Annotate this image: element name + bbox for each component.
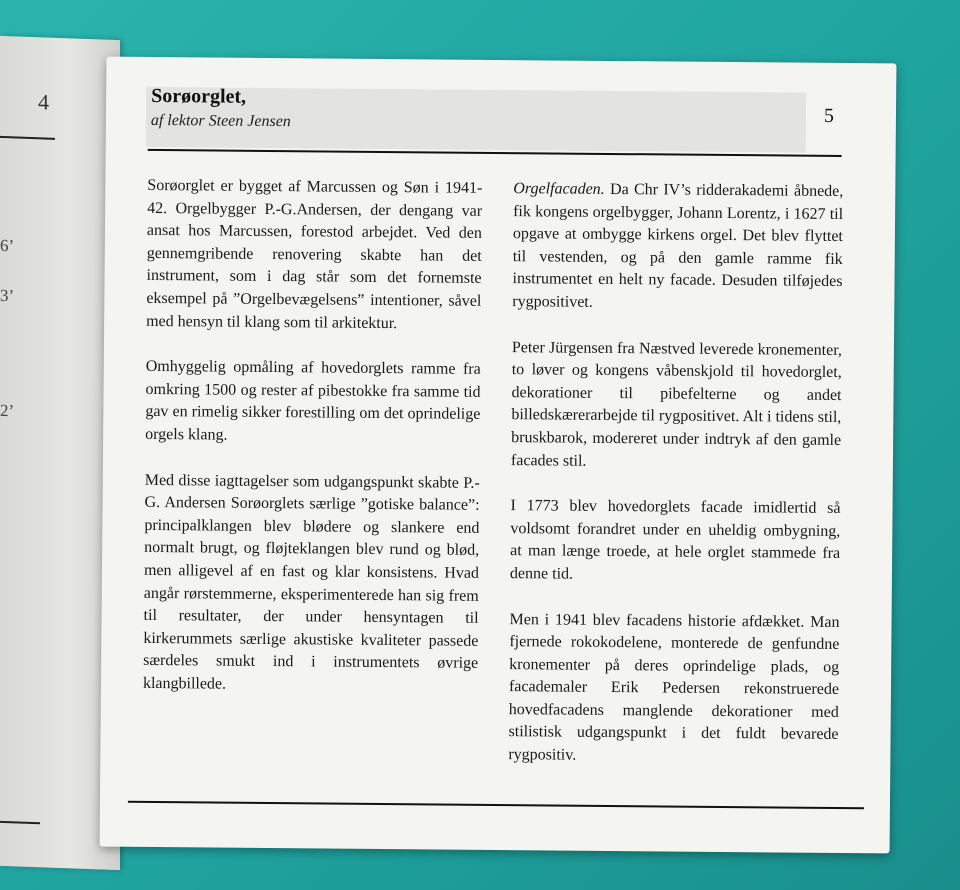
paragraph — [512, 178, 843, 316]
paragraph: Med disse iagttagelser som udgangspunkt skabte P.-G. Andersen Sorøorglets særlige ”gotiske balance”: principalklangen blev blødere og slankere end normalt brugt, og fløjteklangen blev rund og blød, men alligevel af en fast og klar konsistens. Hvad angår rørstemmerne, eksperimenterede han sig frem til resultater, der under hensyntagen til kirkerummets særlige akustiske kvaliteter passede særdeles smukt ind i instrumentets øvrige klangbillede. — [142, 471, 480, 693]
paragraph: I 1773 blev hovedorglets facade imidlertid så voldsomt forandret under en uheldig ombygning, at man længe troede, at hele orglet stammede fra denne tid. — [509, 497, 841, 583]
left-page-number: 4 — [38, 89, 49, 115]
left-column — [143, 175, 483, 721]
paragraph: Omhyggelig opmåling af hovedorglets ramme fra omkring 1500 og rester af pibestokke fra samme tid gav en rimelig sikker forestilling om det oprindelige orgels klang. — [145, 358, 481, 444]
footer-rule — [128, 801, 864, 809]
paragraph: Peter Jürgensen fra Næstved leverede kronementer, to løver og kongens våbenskjold til hovedorglet, dekorationer til pibefelterne og andet billedskærerarbejde til rygpositivet. Alt i tidens stil, bruskbarok, modereret under indtryk af den gamle facades stil. — [510, 338, 843, 470]
paragraph: Men i 1941 blev facadens historie afdækket. Man fjernede rokokodelene, monterede de genfundne kronementer på deres oprindelige plads, og facademaler Erik Pedersen rekonstruerede hovedfacadens manglende dekorationer med stilistisk udgangspunkt i det fuldt bevarede rygpositiv. — [508, 610, 840, 764]
paragraph: Sorøorglet er bygget af Marcussen og Søn i 1941-42. Orgelbygger P.-G.Andersen, der dengang var ansat hos Marcussen, forestod arbejdet. Ved den gennemgribende renovering skabte han det instrument, som i dag står som det fornemste eksempel på ”Orgelbevægelsens” intentioner, såvel med hensyn til klang som til arkitektur. — [146, 176, 483, 332]
booklet-page — [100, 57, 897, 854]
left-page-bottom-rule — [0, 821, 40, 824]
paragraph-text: Da Chr IV’s ridderakademi åbnede, fik kongens orgelbygger, Johann Lorentz, i 1627 til opgave at ombygge kirkens orgel. Det blev flyttet til vestenden, og på den gamle ramme fik instrumentet en helt ny facade. Desuden tilføjedes rygpositivet. — [512, 180, 844, 311]
page-subtitle: af lektor Steen Jensen — [150, 111, 291, 131]
section-heading: Orgelfacaden. — [513, 180, 605, 198]
right-column — [508, 178, 843, 793]
left-page-fragment: 3’ — [0, 285, 15, 306]
left-page-fragment: 6’ — [0, 235, 15, 256]
left-page-rule — [0, 136, 55, 140]
page-title: Sorøorglet, — [151, 84, 247, 108]
page-number: 5 — [823, 104, 835, 127]
left-page-fragment: 2’ — [0, 400, 15, 421]
